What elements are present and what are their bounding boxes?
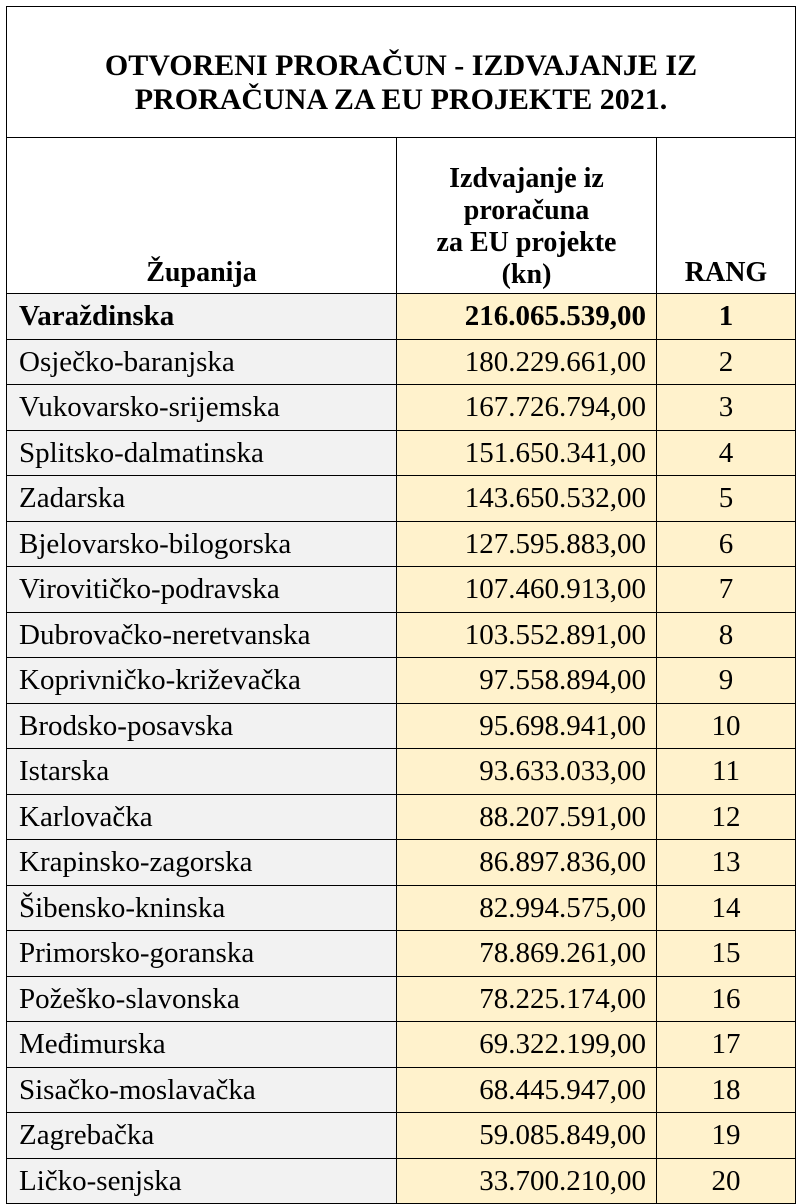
county-cell: Dubrovačko-neretvanska: [7, 612, 397, 658]
rank-cell: 7: [657, 567, 796, 613]
amount-cell: 86.897.836,00: [397, 840, 657, 886]
table-row: [7, 703, 796, 749]
rank-cell: 13: [657, 840, 796, 886]
amount-cell: 216.065.539,00: [397, 294, 657, 340]
amount-cell: 127.595.883,00: [397, 521, 657, 567]
amount-cell: 180.229.661,00: [397, 339, 657, 385]
rank-cell: 2: [657, 339, 796, 385]
table-row: [7, 1022, 796, 1068]
amount-cell: 143.650.532,00: [397, 476, 657, 522]
county-cell: Istarska: [7, 749, 397, 795]
amount-cell: 69.322.199,00: [397, 1022, 657, 1068]
table-title-line-1: OTVORENI PRORAČUN - IZDVAJANJE IZ: [104, 49, 698, 82]
table-row: [7, 339, 796, 385]
county-cell: Bjelovarsko-bilogorska: [7, 521, 397, 567]
title-row: [7, 7, 796, 138]
amount-cell: 78.869.261,00: [397, 931, 657, 977]
rank-cell: 1: [657, 294, 796, 340]
county-cell: Osječko-baranjska: [7, 339, 397, 385]
eu-projects-budget-table: [6, 6, 796, 1204]
table-row: [7, 1113, 796, 1159]
table-row: [7, 521, 796, 567]
table-row: [7, 840, 796, 886]
table-title: [7, 7, 796, 138]
county-cell: Brodsko-posavska: [7, 703, 397, 749]
county-cell: Ličko-senjska: [7, 1158, 397, 1204]
table-row: [7, 658, 796, 704]
table-row: [7, 567, 796, 613]
header-amount-line-2: proračuna: [463, 195, 590, 226]
rank-cell: 9: [657, 658, 796, 704]
budget-table-sheet: [6, 6, 795, 1204]
table-row: [7, 294, 796, 340]
rank-cell: 16: [657, 976, 796, 1022]
table-row: [7, 749, 796, 795]
rank-cell: 11: [657, 749, 796, 795]
table-row: [7, 885, 796, 931]
table-row: [7, 1067, 796, 1113]
amount-cell: 97.558.894,00: [397, 658, 657, 704]
header-amount-line-3: za EU projekte: [436, 227, 617, 258]
table-body: [7, 294, 796, 1204]
county-cell: Šibensko-kninska: [7, 885, 397, 931]
rank-cell: 5: [657, 476, 796, 522]
rank-cell: 14: [657, 885, 796, 931]
county-cell: Primorsko-goranska: [7, 931, 397, 977]
county-cell: Karlovačka: [7, 794, 397, 840]
county-cell: Zadarska: [7, 476, 397, 522]
county-cell: Varaždinska: [7, 294, 397, 340]
rank-cell: 19: [657, 1113, 796, 1159]
table-title-line-2: PRORAČUNA ZA EU PROJEKTE 2021.: [134, 83, 668, 116]
header-amount: [397, 138, 657, 294]
table-row: [7, 476, 796, 522]
amount-cell: 103.552.891,00: [397, 612, 657, 658]
rank-cell: 20: [657, 1158, 796, 1204]
table-row: [7, 1158, 796, 1204]
rank-cell: 3: [657, 385, 796, 431]
table-row: [7, 612, 796, 658]
amount-cell: 151.650.341,00: [397, 430, 657, 476]
amount-cell: 68.445.947,00: [397, 1067, 657, 1113]
rank-cell: 4: [657, 430, 796, 476]
rank-cell: 12: [657, 794, 796, 840]
county-cell: Koprivničko-križevačka: [7, 658, 397, 704]
header-rank: RANG: [657, 138, 796, 294]
amount-cell: 88.207.591,00: [397, 794, 657, 840]
amount-cell: 59.085.849,00: [397, 1113, 657, 1159]
header-row: [7, 138, 796, 294]
county-cell: Splitsko-dalmatinska: [7, 430, 397, 476]
rank-cell: 8: [657, 612, 796, 658]
county-cell: Sisačko-moslavačka: [7, 1067, 397, 1113]
table-row: [7, 794, 796, 840]
header-county: Županija: [7, 138, 397, 294]
county-cell: Međimurska: [7, 1022, 397, 1068]
rank-cell: 18: [657, 1067, 796, 1113]
county-cell: Vukovarsko-srijemska: [7, 385, 397, 431]
header-amount-line-4: (kn): [501, 259, 552, 290]
amount-cell: 82.994.575,00: [397, 885, 657, 931]
rank-cell: 17: [657, 1022, 796, 1068]
county-cell: Požeško-slavonska: [7, 976, 397, 1022]
amount-cell: 167.726.794,00: [397, 385, 657, 431]
rank-cell: 15: [657, 931, 796, 977]
county-cell: Zagrebačka: [7, 1113, 397, 1159]
amount-cell: 78.225.174,00: [397, 976, 657, 1022]
table-row: [7, 430, 796, 476]
table-row: [7, 385, 796, 431]
amount-cell: 33.700.210,00: [397, 1158, 657, 1204]
amount-cell: 93.633.033,00: [397, 749, 657, 795]
rank-cell: 10: [657, 703, 796, 749]
county-cell: Krapinsko-zagorska: [7, 840, 397, 886]
county-cell: Virovitičko-podravska: [7, 567, 397, 613]
amount-cell: 107.460.913,00: [397, 567, 657, 613]
rank-cell: 6: [657, 521, 796, 567]
header-amount-line-1: Izdvajanje iz: [449, 163, 604, 194]
table-row: [7, 931, 796, 977]
table-row: [7, 976, 796, 1022]
amount-cell: 95.698.941,00: [397, 703, 657, 749]
